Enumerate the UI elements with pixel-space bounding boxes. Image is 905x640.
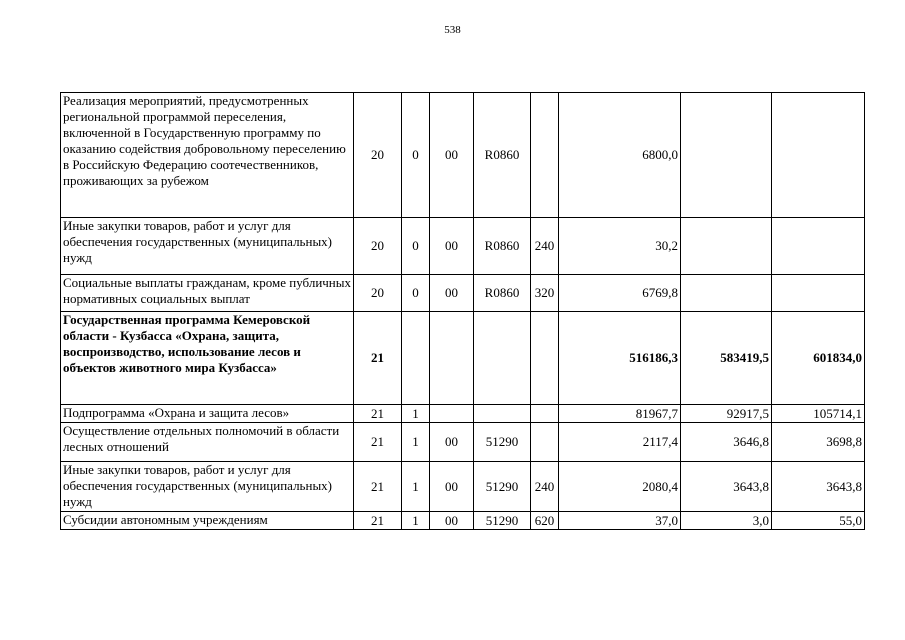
expense-type-code: 620 xyxy=(531,512,559,530)
amount-year-2 xyxy=(681,218,772,275)
program-code: 21 xyxy=(354,462,402,512)
table-row xyxy=(61,275,865,312)
amount-year-3: 55,0 xyxy=(772,512,865,530)
measure-code: 00 xyxy=(430,512,474,530)
table-row xyxy=(61,93,865,218)
amount-year-2: 3646,8 xyxy=(681,423,772,462)
expense-type-code: 240 xyxy=(531,462,559,512)
amount-year-1: 2080,4 xyxy=(559,462,681,512)
expense-type-code: 240 xyxy=(531,218,559,275)
direction-code: 51290 xyxy=(474,512,531,530)
amount-year-2: 3643,8 xyxy=(681,462,772,512)
table-row xyxy=(61,423,865,462)
row-name: Реализация мероприятий, предусмотренных региональной программой переселения, включенной в Государственную программу по оказанию содействия добровольному переселению в Российскую Федерацию соотечественников, проживающих за рубежом xyxy=(61,93,354,218)
measure-code xyxy=(430,312,474,405)
expense-type-code xyxy=(531,93,559,218)
direction-code: R0860 xyxy=(474,275,531,312)
program-code: 21 xyxy=(354,405,402,423)
amount-year-3 xyxy=(772,275,865,312)
row-name: Иные закупки товаров, работ и услуг для обеспечения государственных (муниципальных) нужд xyxy=(61,462,354,512)
measure-code: 00 xyxy=(430,93,474,218)
measure-code: 00 xyxy=(430,218,474,275)
direction-code xyxy=(474,312,531,405)
table-row xyxy=(61,312,865,405)
expense-type-code: 320 xyxy=(531,275,559,312)
amount-year-1: 6769,8 xyxy=(559,275,681,312)
subprogram-code xyxy=(402,312,430,405)
amount-year-1: 2117,4 xyxy=(559,423,681,462)
measure-code: 00 xyxy=(430,423,474,462)
program-code: 21 xyxy=(354,312,402,405)
amount-year-2: 583419,5 xyxy=(681,312,772,405)
expense-type-code xyxy=(531,423,559,462)
table-row xyxy=(61,405,865,423)
measure-code: 00 xyxy=(430,275,474,312)
direction-code: R0860 xyxy=(474,218,531,275)
direction-code: 51290 xyxy=(474,462,531,512)
direction-code: 51290 xyxy=(474,423,531,462)
amount-year-1: 6800,0 xyxy=(559,93,681,218)
program-code: 20 xyxy=(354,218,402,275)
amount-year-3: 105714,1 xyxy=(772,405,865,423)
direction-code xyxy=(474,405,531,423)
program-code: 21 xyxy=(354,423,402,462)
amount-year-2: 3,0 xyxy=(681,512,772,530)
subprogram-code: 0 xyxy=(402,275,430,312)
expense-type-code xyxy=(531,312,559,405)
amount-year-1: 30,2 xyxy=(559,218,681,275)
subprogram-code: 0 xyxy=(402,93,430,218)
amount-year-3: 3698,8 xyxy=(772,423,865,462)
page-number: 538 xyxy=(444,24,461,36)
measure-code xyxy=(430,405,474,423)
row-name: Субсидии автономным учреждениям xyxy=(61,512,354,530)
subprogram-code: 1 xyxy=(402,512,430,530)
amount-year-3 xyxy=(772,93,865,218)
budget-table xyxy=(60,92,865,530)
subprogram-code: 0 xyxy=(402,218,430,275)
subprogram-code: 1 xyxy=(402,462,430,512)
amount-year-3: 601834,0 xyxy=(772,312,865,405)
program-code: 21 xyxy=(354,512,402,530)
table-row xyxy=(61,218,865,275)
amount-year-2 xyxy=(681,93,772,218)
amount-year-1: 37,0 xyxy=(559,512,681,530)
measure-code: 00 xyxy=(430,462,474,512)
row-name: Государственная программа Кемеровской области - Кузбасса «Охрана, защита, воспроизводство, использование лесов и объектов животного мира Кузбасса» xyxy=(61,312,354,405)
row-name: Иные закупки товаров, работ и услуг для обеспечения государственных (муниципальных) нужд xyxy=(61,218,354,275)
program-code: 20 xyxy=(354,93,402,218)
row-name: Осуществление отдельных полномочий в области лесных отношений xyxy=(61,423,354,462)
program-code: 20 xyxy=(354,275,402,312)
row-name: Подпрограмма «Охрана и защита лесов» xyxy=(61,405,354,423)
amount-year-2 xyxy=(681,275,772,312)
expense-type-code xyxy=(531,405,559,423)
table-row xyxy=(61,512,865,530)
amount-year-2: 92917,5 xyxy=(681,405,772,423)
amount-year-1: 81967,7 xyxy=(559,405,681,423)
direction-code: R0860 xyxy=(474,93,531,218)
amount-year-1: 516186,3 xyxy=(559,312,681,405)
subprogram-code: 1 xyxy=(402,423,430,462)
row-name: Социальные выплаты гражданам, кроме публичных нормативных социальных выплат xyxy=(61,275,354,312)
amount-year-3 xyxy=(772,218,865,275)
table-row xyxy=(61,462,865,512)
amount-year-3: 3643,8 xyxy=(772,462,865,512)
subprogram-code: 1 xyxy=(402,405,430,423)
